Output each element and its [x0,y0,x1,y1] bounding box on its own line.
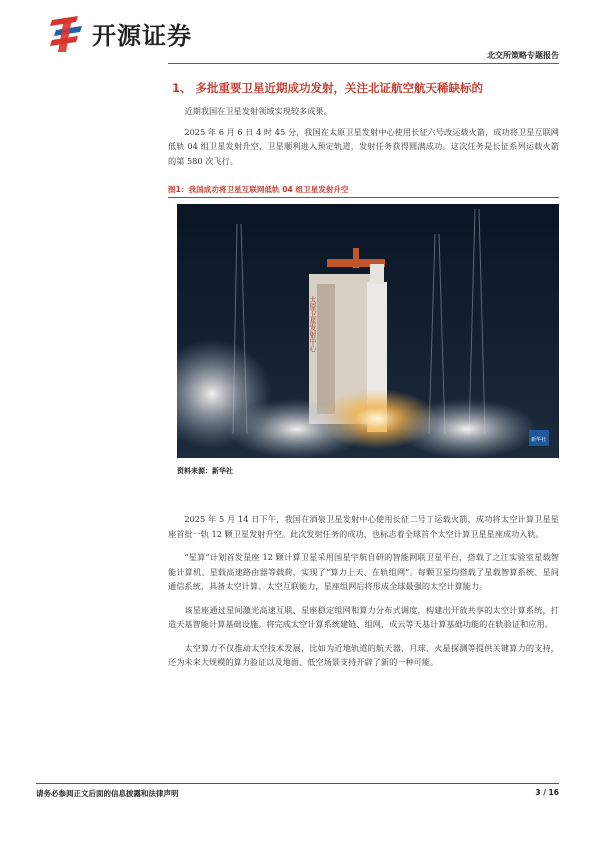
paragraph: 2025 年 6 月 6 日 4 时 45 分，我国在太原卫星发射中心使用长征六号改运载火箭，成功将卫星互联网低轨 04 组卫星发射升空，卫星顺利进入预定轨道，发射任务获得圆满成功。这次任务是长征系列运载火箭的第 580 次飞行。 [168,126,559,166]
paragraph: 太空算力不仅推动太空技术发展，比如为近地轨道的航天器、月球、火星探测等提供关键算力的支持，还为未来大规模的算力验证以及地面、低空场景支持开辟了新的一种可能。 [168,642,559,667]
intro-paragraphs [168,104,559,168]
header-divider [168,63,559,64]
brand-name: 开源证券 [92,22,192,50]
rocket-label-text: 太原卫星发射中心 [309,296,317,352]
figure-top-rule [168,197,559,198]
paragraph: 近期我国在卫星发射领域实现较多成果。 [184,106,332,116]
watermark-text: 新华社 [531,437,547,443]
company-logo [48,14,228,54]
page-number: 3 / 16 [535,788,559,797]
page-header [0,0,595,62]
section-heading: 1、 多批重要卫星近期成功发射，关注北证航空航天稀缺标的 [172,81,484,95]
logo-mark-icon [48,14,88,54]
rocket-launch-photo [177,204,559,458]
paragraph: 2025 年 5 月 14 日下午，我国在酒泉卫星发射中心使用长征二号丁运载火箭，成功将太空计算卫星星座首批一轨 12 颗卫星发射升空。此次发射任务的成功，也标志着全球首个太空计算卫星星座成功入轨。 [168,514,559,539]
footer-disclaimer: 请务必参阅正文后面的信息披露和法律声明 [36,789,179,798]
body-paragraphs [168,512,559,670]
paragraph: “星算”计划首发星座 12 颗计算卫星采用国星宇航自研的智能网联卫星平台，搭载了之江实验室星载智能计算机、星载高速路由器等载荷，实现了“算力上天、在轨组网”。每颗卫星均搭载了星载智算系统、星间通信系统，具备太空计算、太空互联能力，星座组网后将形成全球最强的太空计算能力。 [168,552,559,591]
footer-divider [36,783,559,784]
paragraph: 该星座通过星间激光高速互联、星座稳定组网和算力分布式调度，构建出开放共享的太空计算系统，打造天基智能计算基础设施。将完成太空计算系统建链、组网、成云等天基计算基础功能的在轨验证和应用。 [168,604,559,629]
figure-source: 资料来源：新华社 [177,467,233,475]
report-type-label: 北交所策略专题报告 [487,51,559,60]
figure-caption: 图1：我国成功将卫星互联网低轨 04 组卫星发射升空 [168,185,349,194]
launch-scene-image [177,204,559,458]
